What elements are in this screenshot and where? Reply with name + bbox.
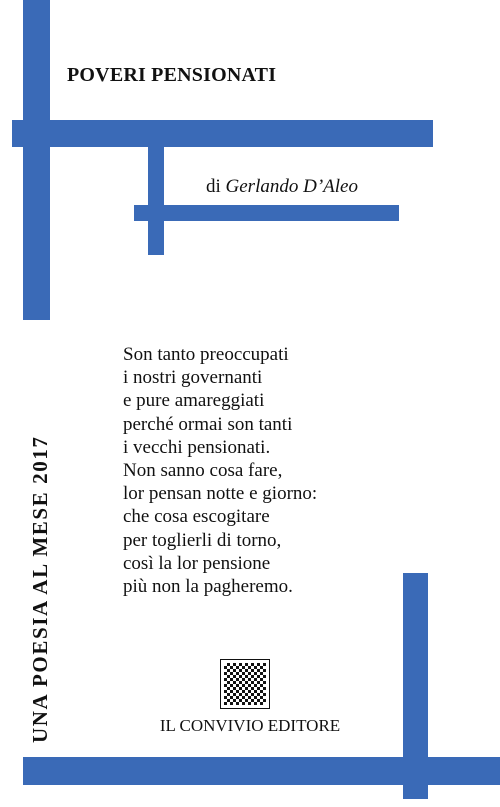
author-line (206, 176, 358, 198)
poem-line: che cosa escogitare (123, 506, 270, 528)
checkerboard-icon (220, 659, 270, 709)
decorative-bar-top-horizontal (12, 120, 433, 147)
poem-line: lor pensan notte e giorno: (123, 483, 318, 505)
decorative-bar-middle-horizontal (134, 205, 399, 221)
author-prefix: di (206, 176, 221, 197)
poem-line: perché ormai son tanti (123, 413, 293, 435)
poem-line: per toglierli di torno, (123, 529, 282, 551)
decorative-bar-left-vertical (23, 0, 50, 320)
author-name: Gerlando D’Aleo (225, 176, 358, 197)
decorative-bar-middle-vertical (148, 147, 164, 255)
poem-line: più non la pagheremo. (123, 576, 293, 598)
poem-line: così la lor pensione (123, 552, 271, 574)
poem-line: e pure amareggiati (123, 390, 265, 412)
publisher-logo-pattern (224, 663, 266, 705)
poem-line: i vecchi pensionati. (123, 436, 271, 458)
publisher-name: IL CONVIVIO EDITORE (159, 716, 341, 735)
poem-line: i nostri governanti (123, 367, 263, 389)
decorative-bar-bottom-horizontal (23, 757, 500, 785)
poem-text (123, 343, 317, 598)
poem-line: Non sanno cosa fare, (123, 460, 283, 482)
poem-line: Son tanto preoccupati (123, 344, 289, 365)
book-title: POVERI PENSIONATI (67, 64, 277, 86)
series-label: UNA POESIA AL MESE 2017 (28, 435, 52, 743)
